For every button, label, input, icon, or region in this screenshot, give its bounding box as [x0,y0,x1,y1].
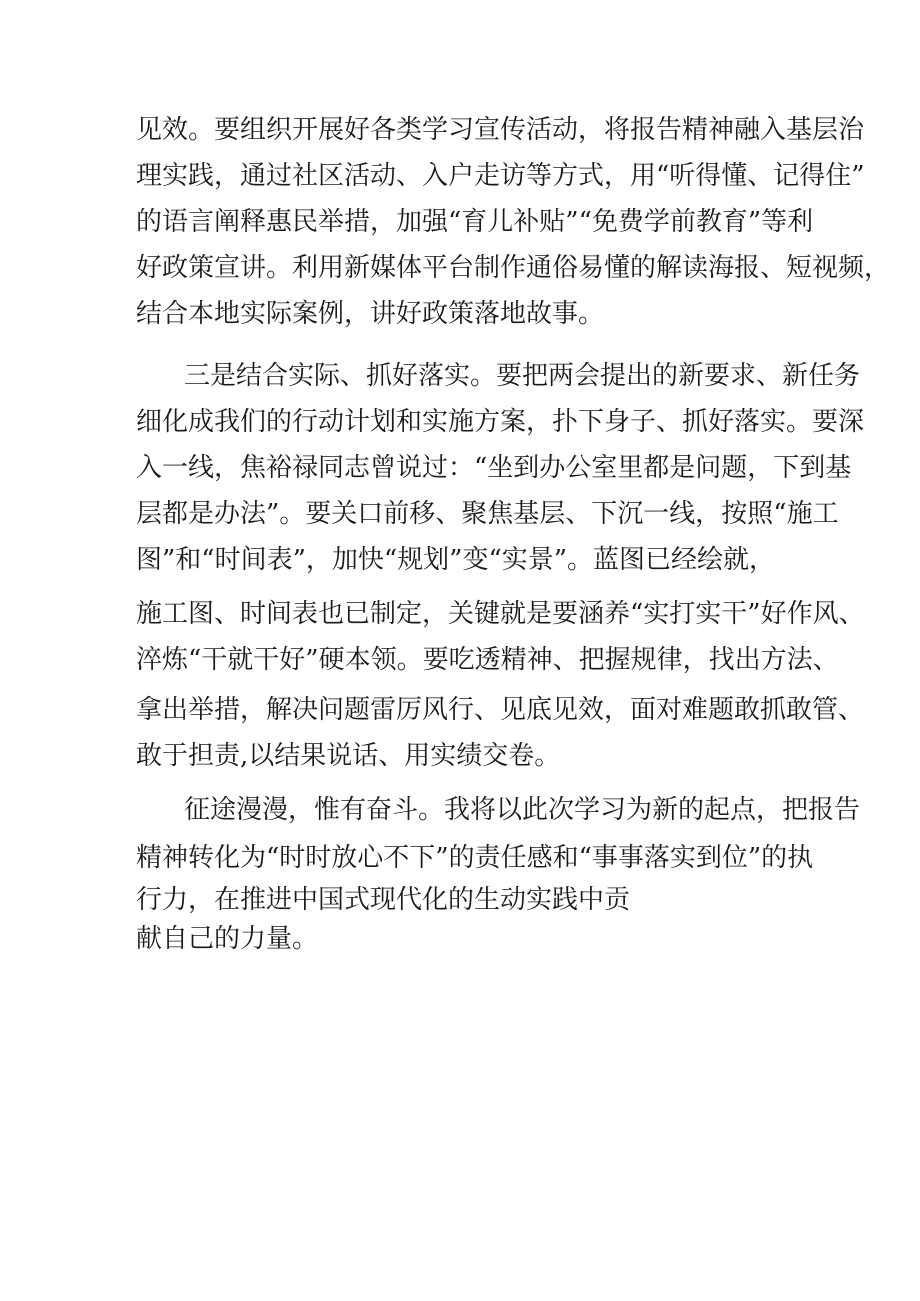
text-line: 行力，在推进中国式现代化的生动实践中贡 [136,885,631,915]
text-line: 淬炼“干就干好”硬本领。要吃透精神、把握规律，找出方法、 [136,645,839,675]
text-line: 好政策宣讲。利用新媒体平台制作通俗易懂的解读海报、短视频， [136,253,891,283]
text-line: 三是结合实际、抓好落实。要把两会提出的新要求、新任务 [184,361,861,391]
text-line: 理实践，通过社区活动、入户走访等方式，用“听得懂、记得住” [136,161,865,191]
text-line: 征途漫漫，惟有奋斗。我将以此次学习为新的起点，把报告 [184,795,861,825]
text-line: 精神转化为“时时放心不下”的责任感和“事事落实到位”的执 [136,843,814,873]
text-line: 结合本地实际案例，讲好政策落地故事。 [136,299,605,329]
text-line: 细化成我们的行动计划和实施方案，扑下身子、抓好落实。要深 [136,407,865,437]
text-line: 献自己的力量。 [136,924,319,954]
text-line: 施工图、时间表也已制定，关键就是要涵养“实打实干”好作风、 [136,599,865,629]
text-line: 的语言阐释惠民举措，加强“育儿补贴”“免费学前教育”等利 [136,207,814,237]
text-line: 层都是办法”。要关口前移、聚焦基层、下沉一线，按照“施工 [136,499,839,529]
text-line: 拿出举措，解决问题雷厉风行、见底见效，面对难题敢抓敢管、 [136,695,865,725]
text-line: 入一线，焦裕禄同志曾说过：“坐到办公室里都是问题，下到基 [136,453,852,483]
text-line: 图”和“时间表”，加快“规划”变“实景”。蓝图已经绘就， [136,545,776,575]
text-line: 见效。要组织开展好各类学习宣传活动，将报告精神融入基层治 [136,115,865,145]
text-line: 敢于担责,以结果说话、用实绩交卷。 [136,741,561,771]
